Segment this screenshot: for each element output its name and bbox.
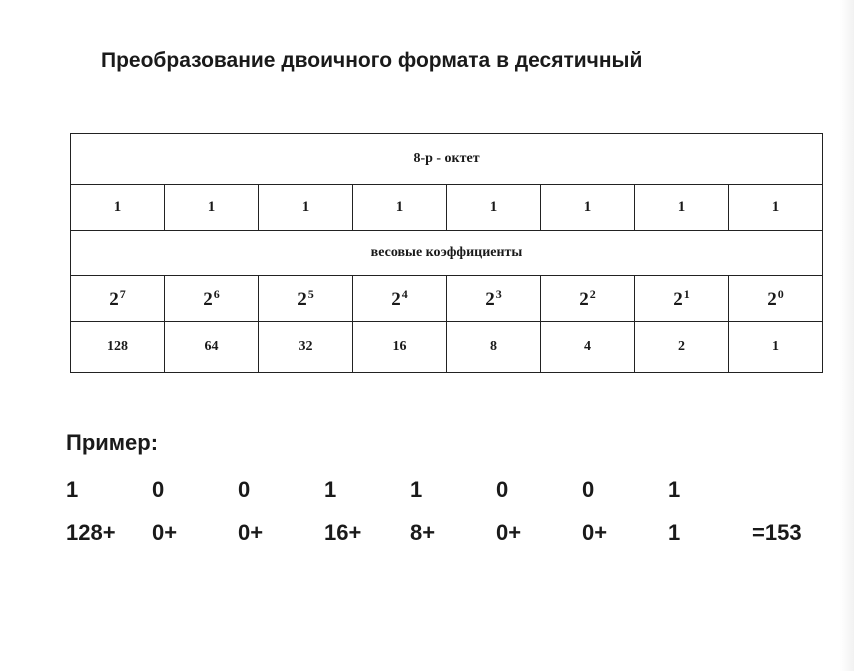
value-cell: 8: [447, 322, 541, 373]
value-cell: 64: [165, 322, 259, 373]
bit-cell: 1: [71, 185, 165, 231]
power-exponent: 2: [589, 286, 596, 301]
example-bit: 0: [496, 477, 509, 502]
octet-header-cell: 8-р - октет: [71, 134, 823, 185]
power-exponent: 0: [777, 286, 784, 301]
example-bit: 0: [582, 477, 595, 502]
bit-cell: 1: [353, 185, 447, 231]
power-exponent: 1: [683, 286, 690, 301]
power-base: 2: [391, 288, 401, 310]
value-cell: 4: [541, 322, 635, 373]
power-base: 2: [203, 288, 213, 310]
binary-weights-table: [70, 133, 823, 373]
weights-header-row: [71, 231, 823, 276]
bit-cell: 1: [259, 185, 353, 231]
example-bit: 0: [238, 477, 251, 502]
example-term: 0+: [496, 520, 522, 545]
powers-row: [71, 276, 823, 322]
value-cell: 128: [71, 322, 165, 373]
example-bit: 1: [66, 477, 79, 502]
power-cell: [729, 276, 823, 322]
power-exponent: 4: [401, 286, 408, 301]
power-cell: [447, 276, 541, 322]
value-cell: 1: [729, 322, 823, 373]
example-term: 0+: [582, 520, 608, 545]
example-term: 16+: [324, 520, 362, 545]
values-row: [71, 322, 823, 373]
power-cell: [541, 276, 635, 322]
example-term: 128+: [66, 520, 116, 545]
power-cell: [259, 276, 353, 322]
power-base: 2: [767, 288, 777, 310]
value-cell: 32: [259, 322, 353, 373]
octet-header-row: [71, 134, 823, 185]
power-exponent: 5: [307, 286, 314, 301]
example-bit: 1: [324, 477, 337, 502]
example-term: 8+: [410, 520, 436, 545]
page-title: Преобразование двоичного формата в десятичный: [101, 49, 643, 72]
power-cell: [635, 276, 729, 322]
power-base: 2: [673, 288, 683, 310]
power-base: 2: [109, 288, 119, 310]
value-cell: 16: [353, 322, 447, 373]
bit-cell: 1: [729, 185, 823, 231]
power-base: 2: [485, 288, 495, 310]
power-base: 2: [297, 288, 307, 310]
example-term: 0+: [238, 520, 264, 545]
example-bit: 1: [668, 477, 681, 502]
example-result: =153: [752, 520, 802, 545]
example-label: Пример:: [66, 430, 159, 455]
power-exponent: 3: [495, 286, 502, 301]
bit-cell: 1: [165, 185, 259, 231]
bit-cell: 1: [541, 185, 635, 231]
weights-header-cell: весовые коэффициенты: [71, 231, 823, 276]
power-cell: [165, 276, 259, 322]
bit-cell: 1: [635, 185, 729, 231]
power-base: 2: [579, 288, 589, 310]
value-cell: 2: [635, 322, 729, 373]
example-term: 1: [668, 520, 681, 545]
bits-row: [71, 185, 823, 231]
example-bit: 1: [410, 477, 423, 502]
example-bits-line: [0, 477, 854, 507]
power-exponent: 6: [213, 286, 220, 301]
power-exponent: 7: [119, 286, 126, 301]
power-cell: [353, 276, 447, 322]
example-term: 0+: [152, 520, 178, 545]
example-sum-line: [0, 520, 854, 550]
edge-shade: [840, 0, 854, 671]
example-bit: 0: [152, 477, 165, 502]
bit-cell: 1: [447, 185, 541, 231]
power-cell: [71, 276, 165, 322]
